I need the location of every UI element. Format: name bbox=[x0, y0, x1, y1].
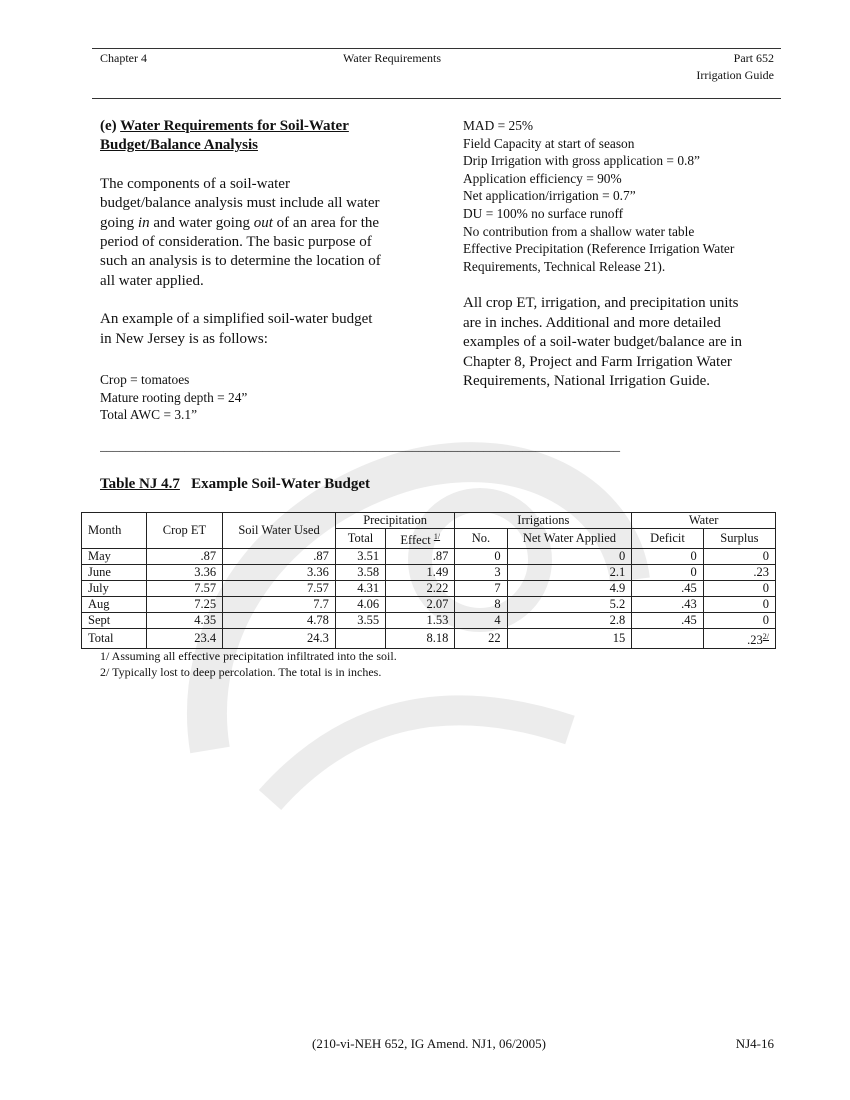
header-title: Water Requirements bbox=[343, 51, 441, 65]
footer-citation: (210-vi-NEH 652, IG Amend. NJ1, 06/2005) bbox=[312, 1036, 546, 1051]
irrigation-parameters: MAD = 25% Field Capacity at start of season Drip Irrigation with gross application = 0.8” Application efficiency = 90% Net application/irrigation = 0.7” DU = 100% no surface runoff No contribution from a shallow water table Effective Precipitation (Reference Irrigation Water Requirements, Technical Release 21). bbox=[463, 118, 735, 274]
left-column bbox=[100, 117, 430, 424]
table-row: June 3.36 3.36 3.58 1.49 3 2.1 0 .23 bbox=[82, 565, 776, 581]
col-precipitation: Precipitation bbox=[335, 513, 454, 529]
right-column bbox=[463, 117, 783, 391]
col-surplus: Surplus bbox=[703, 529, 775, 549]
header-top-rule bbox=[92, 48, 781, 49]
table-row: Sept 4.35 4.78 3.55 1.53 4 2.8 .45 0 bbox=[82, 613, 776, 629]
header-bottom-rule bbox=[92, 98, 781, 99]
crop-parameters: Crop = tomatoes Mature rooting depth = 24” Total AWC = 3.1” bbox=[100, 372, 248, 423]
footnote-ref-1: 1/ bbox=[433, 532, 441, 541]
col-water: Water bbox=[632, 513, 776, 529]
example-paragraph: An example of a simplified soil-water budget in New Jersey is as follows: bbox=[100, 311, 373, 347]
col-crop-et: Crop ET bbox=[146, 513, 222, 549]
header-guide: Irrigation Guide bbox=[696, 68, 774, 82]
section-label: (e) bbox=[100, 118, 117, 134]
table-caption bbox=[100, 476, 370, 493]
table-caption-title: Example Soil-Water Budget bbox=[191, 476, 371, 492]
table-caption-id: Table NJ 4.7 bbox=[100, 476, 180, 492]
section-title-line2: Budget/Balance Analysis bbox=[100, 137, 258, 154]
soil-water-budget-table bbox=[81, 512, 776, 649]
footer-page-number: NJ4-16 bbox=[735, 1036, 774, 1051]
footnote-ref-2: 2/ bbox=[762, 632, 769, 642]
footnote-1: 1/ Assuming all effective precipitation infiltrated into the soil. bbox=[100, 649, 397, 663]
footnote-2: 2/ Typically lost to deep percolation. The total is in inches. bbox=[100, 665, 382, 679]
section-heading bbox=[100, 117, 430, 156]
section-title-line1: Water Requirements for Soil-Water bbox=[120, 118, 349, 134]
table-header-row bbox=[82, 513, 776, 529]
col-irrigations: Irrigations bbox=[455, 513, 632, 529]
col-deficit: Deficit bbox=[632, 529, 704, 549]
units-paragraph: All crop ET, irrigation, and precipitation units are in inches. Additional and more detailed examples of a soil-water budget/balance are in Chapter 8, Project and Farm Irrigation Water Requirements, National Irrigation Guide. bbox=[463, 295, 743, 389]
intro-paragraph: The components of a soil-water budget/balance analysis must include all water going in and water going out of an area for the period of consideration. The basic purpose of such an analysis is to determine the location of all water applied. bbox=[100, 175, 381, 289]
table-row: May .87 .87 3.51 .87 0 0 0 0 bbox=[82, 549, 776, 565]
col-irr-no: No. bbox=[455, 529, 507, 549]
header-chapter: Chapter 4 bbox=[100, 51, 147, 65]
col-precip-effect: Effect $^{1/}$ bbox=[386, 529, 455, 549]
section-separator: ________________________________________________________________________________ bbox=[100, 438, 620, 453]
col-net-water-applied: Net Water Applied bbox=[507, 529, 632, 549]
col-month: Month bbox=[82, 513, 147, 549]
table-total-row: Total 23.4 24.3 8.18 22 15 $.23^{2/}$ bbox=[82, 629, 776, 649]
table-row: Aug 7.25 7.7 4.06 2.07 8 5.2 .43 0 bbox=[82, 597, 776, 613]
col-soil-water-used: Soil Water Used bbox=[223, 513, 336, 549]
table-row: July 7.57 7.57 4.31 2.22 7 4.9 .45 0 bbox=[82, 581, 776, 597]
table-footnotes bbox=[100, 648, 397, 680]
total-surplus-cell: $.23^{2/}$ bbox=[703, 629, 775, 649]
col-precip-total: Total bbox=[335, 529, 385, 549]
header-part: Part 652 bbox=[733, 51, 774, 65]
